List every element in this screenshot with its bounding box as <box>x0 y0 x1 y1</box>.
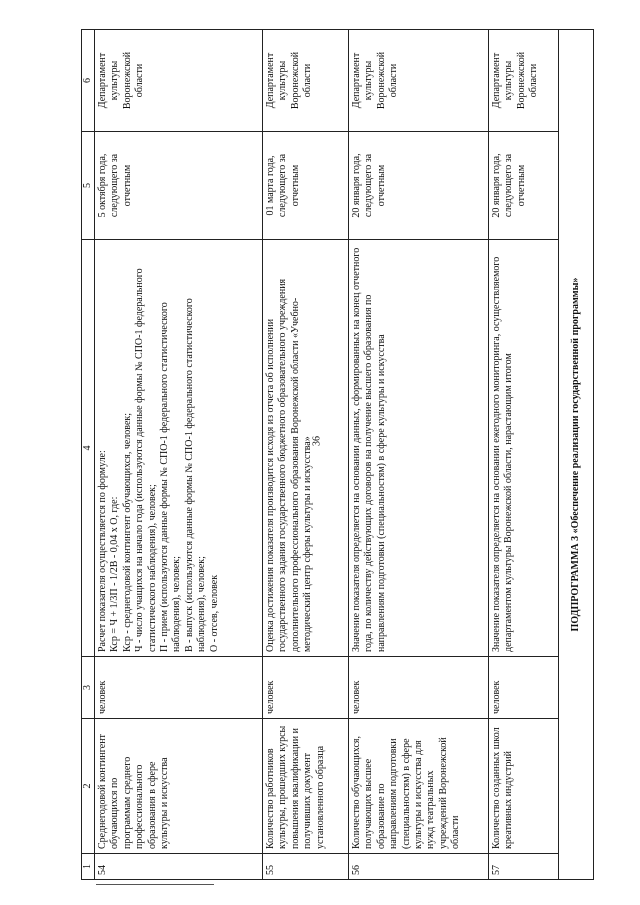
table-row <box>349 30 489 880</box>
unit: человек <box>489 657 559 719</box>
column-number-row <box>82 30 95 880</box>
unit: человек <box>263 657 349 719</box>
method-line: Кср = Ч + 1/3П - 1/2В - 0,04 х О, где: <box>109 496 121 652</box>
row-number: 57 <box>489 854 559 880</box>
responsible: Департамент культуры Воронежской области <box>489 30 559 132</box>
responsible: Департамент культуры Воронежской области <box>349 30 489 132</box>
calculation-method <box>95 240 263 657</box>
method-line: Значение показателя определяется на основании данных, сформированных на конец отчетного года, по количеству действующих договоров на получение высшего образования по направлениям подготовки (специальностям) в сфере культуры и искусства <box>351 247 387 652</box>
column-number: 3 <box>82 657 95 719</box>
unit: человек <box>95 657 263 719</box>
table-row <box>263 30 349 880</box>
row-number: 54 <box>95 854 263 880</box>
calculation-method <box>349 240 489 657</box>
column-number: 6 <box>82 30 95 132</box>
method-line: Кср - среднегодовой контингент обучающихся, человек; <box>121 412 133 652</box>
row-number: 55 <box>263 854 349 880</box>
subprogram-row <box>559 30 594 880</box>
table-row <box>489 30 559 880</box>
method-line: Расчет показателя осуществляется по формуле: <box>97 450 108 652</box>
method-line: Значение показателя определяется на основании ежегодного мониторинга, осуществляемого департаментом культуры Воронежской области, нарастающим итогом <box>491 256 515 652</box>
deadline: 5 октября года, следующего за отчетным <box>95 132 263 240</box>
deadline: 20 января года, следующего за отчетным <box>349 132 489 240</box>
column-number: 2 <box>82 719 95 854</box>
column-number: 5 <box>82 132 95 240</box>
deadline: 20 января года, следующего за отчетным <box>489 132 559 240</box>
indicator-name: Количество работников культуры, прошедших курсы повышения квалификации и получивших документ установленного образца <box>263 719 349 854</box>
unit: человек <box>349 657 489 719</box>
table-row <box>95 30 263 880</box>
calculation-method <box>489 240 559 657</box>
method-line: Ч - число учащихся на начало года (используются данные формы № СПО-1 федерального статистического наблюдения), человек; <box>134 268 158 652</box>
responsible: Департамент культуры Воронежской области <box>95 30 263 132</box>
rotated-table-container <box>81 30 581 880</box>
method-line: О - отсев, человек <box>208 574 220 652</box>
indicator-name: Количество обучающихся, получающих высшее образование по направлениям подготовки (специальностям) в сфере культуры и искусства для нужд театральных учреждений Воронежской области <box>349 719 489 854</box>
calculation-method <box>263 240 349 657</box>
indicator-name: Количество созданных школ креативных индустрий <box>489 719 559 854</box>
column-number: 4 <box>82 240 95 657</box>
page-number: 36 <box>311 436 323 446</box>
column-number: 1 <box>82 854 95 880</box>
footer-rule <box>96 884 214 885</box>
row-number: 56 <box>349 854 489 880</box>
method-line: П - прием (используются данные формы № СПО-1 федерального статистического наблюдения), человек; <box>159 302 183 652</box>
subprogram-title: ПОДПРОГРАММА 3 «Обеспечение реализации государственной программы» <box>559 30 594 880</box>
responsible: Департамент культуры Воронежской области <box>263 30 349 132</box>
indicator-name: Среднегодовой контингент обучающихся по программам среднего профессионального образования в сфере культуры и искусства <box>95 719 263 854</box>
method-line: Оценка достижения показателя производится исходя из отчета об исполнении государственного задания государственного бюджетного образовательного учреждения дополнительного профессионального образования Воронежской области «Учебно-методический центр сферы культуры и искусства» <box>265 278 314 652</box>
method-line: В - выпуск (используются данные формы № СПО-1 федерального статистического наблюдения), человек; <box>183 298 208 652</box>
deadline: 01 марта года, следующего за отчетным <box>263 132 349 240</box>
indicators-table <box>81 29 594 880</box>
